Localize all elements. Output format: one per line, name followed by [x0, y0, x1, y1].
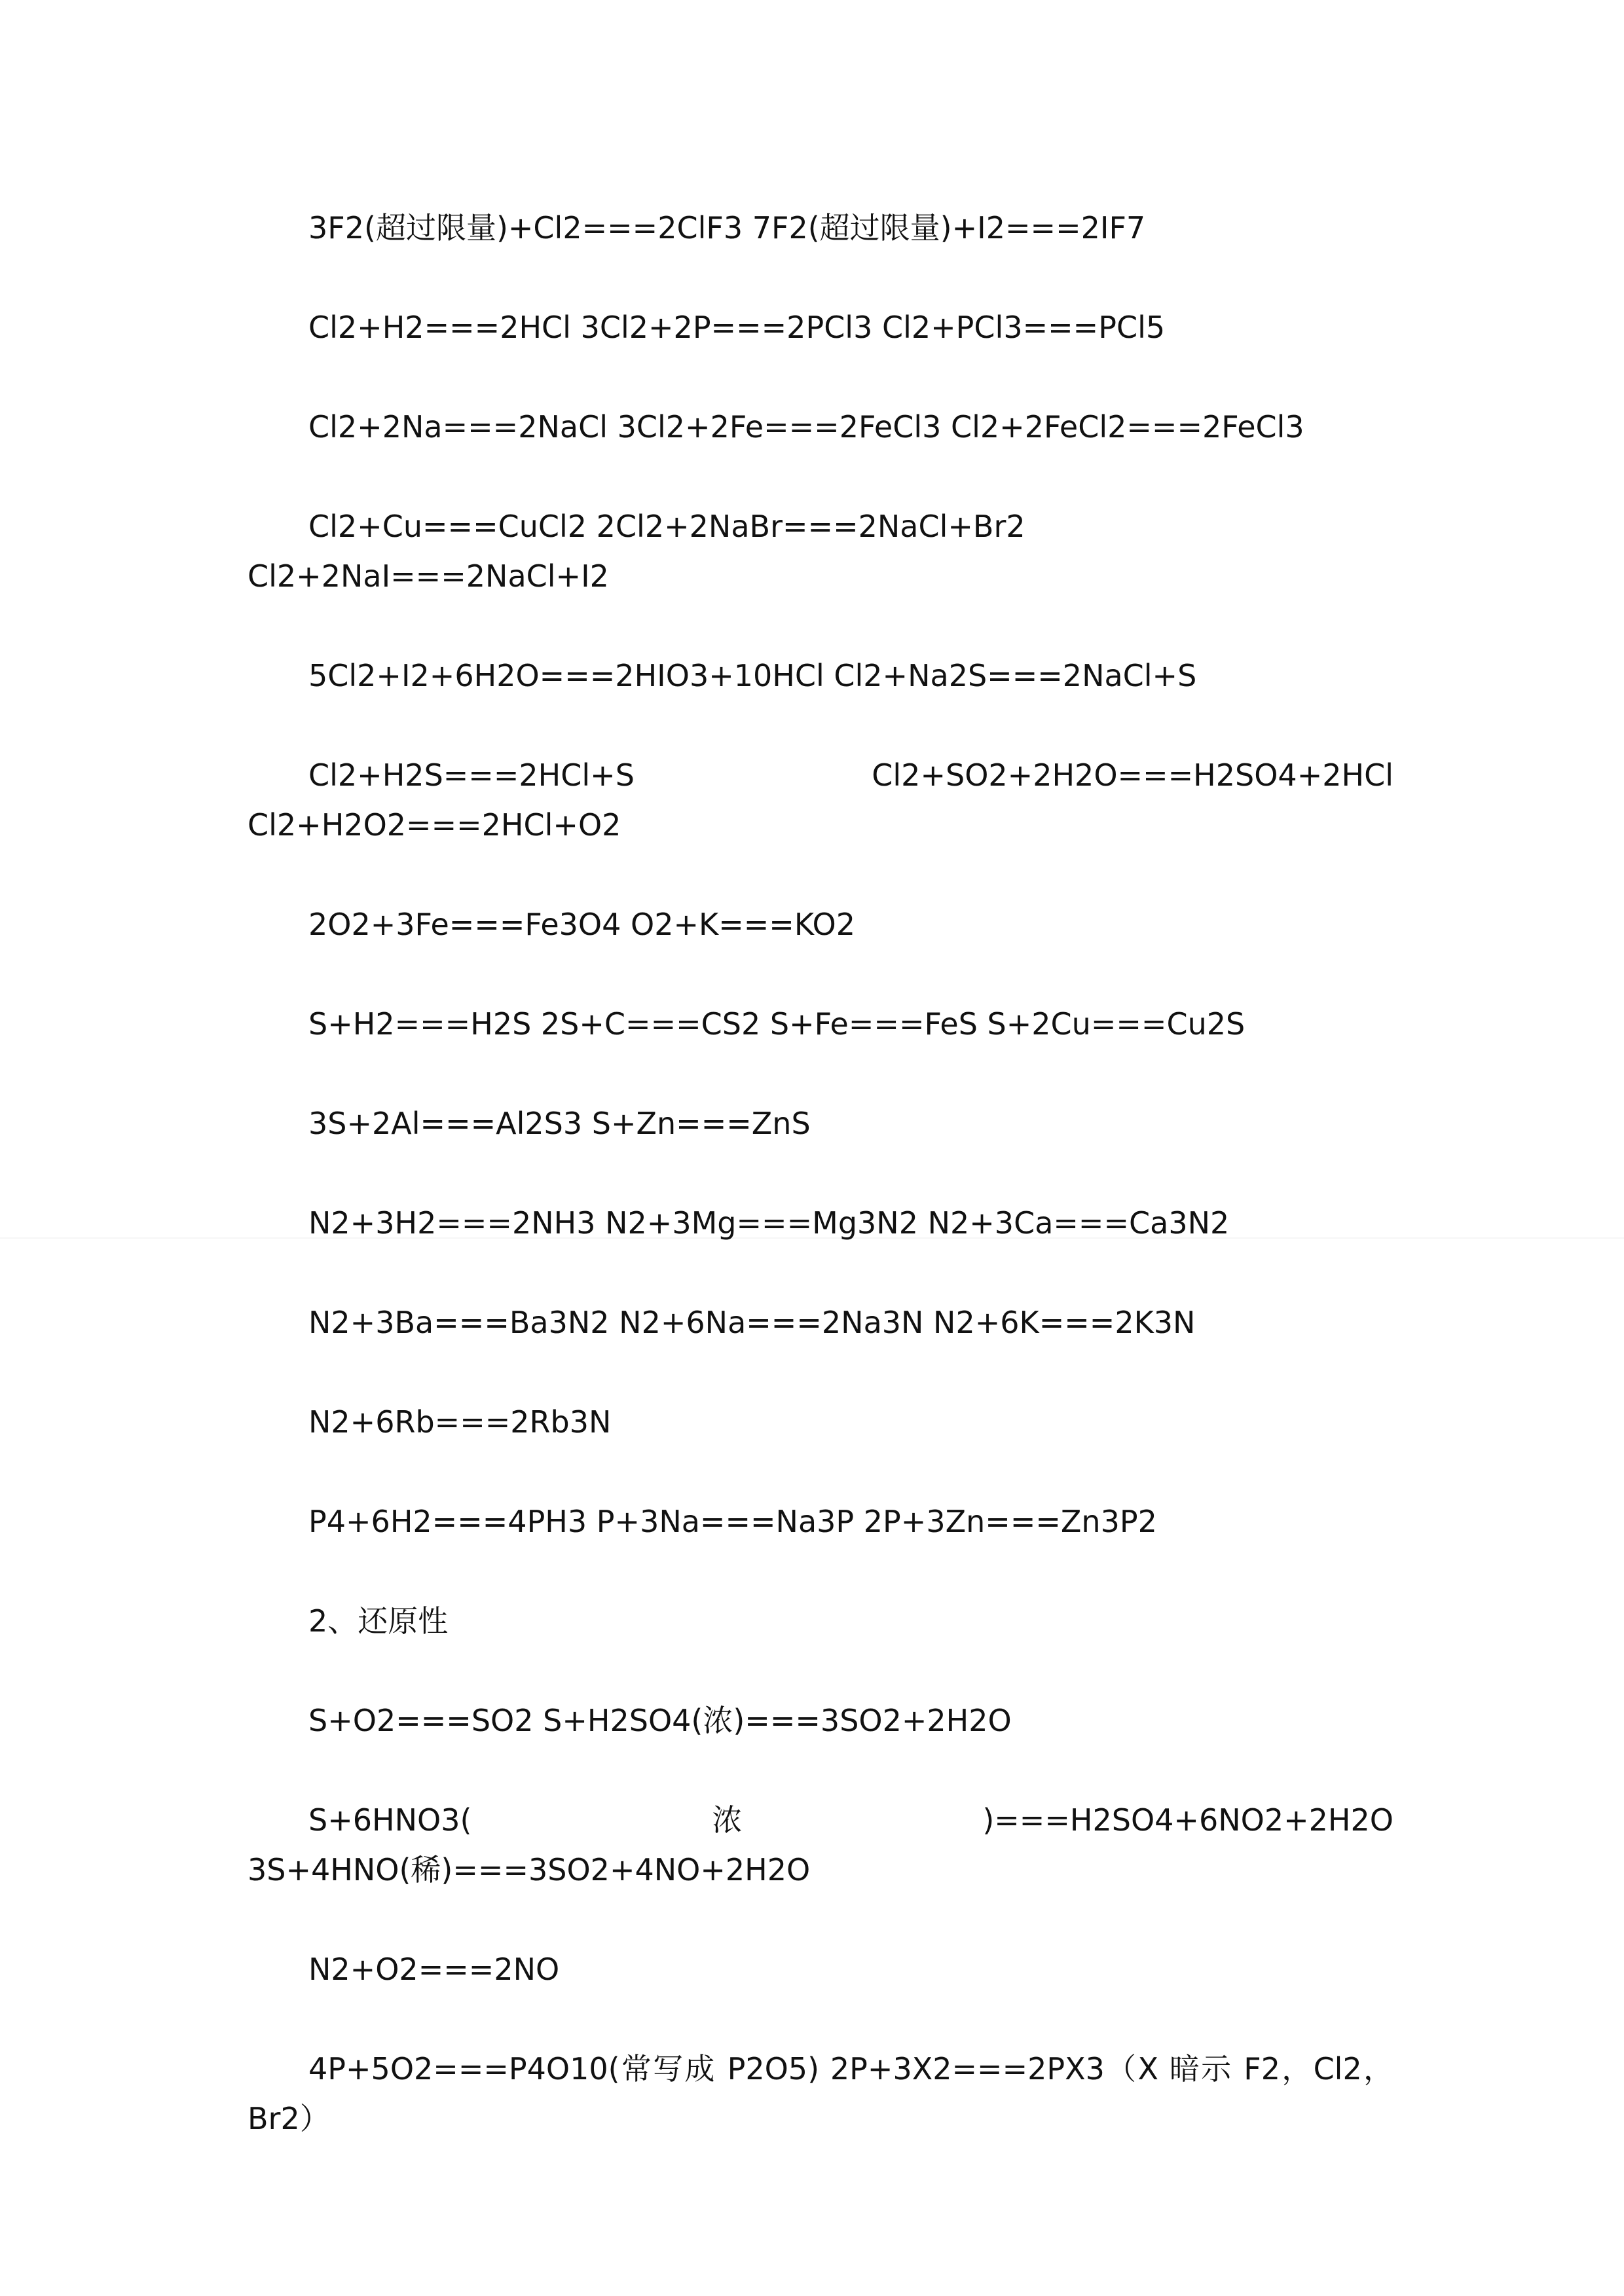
document-body	[248, 203, 1393, 2193]
equation-line: 4P+5O2===P4O10(常写成 P2O5) 2P+3X2===2PX3（X 暗示 F2，Cl2，Br2）	[248, 2051, 1393, 2136]
equation-line: N2+3H2===2NH3 N2+3Mg===Mg3N2 N2+3Ca===Ca3N2	[308, 1205, 1230, 1241]
equation-line: N2+3Ba===Ba3N2 N2+6Na===2Na3N N2+6K===2K3N	[308, 1305, 1196, 1340]
equation-line: Cl2+H2===2HCl 3Cl2+2P===2PCl3 Cl2+PCl3===PCl5	[308, 310, 1166, 345]
equation-line: 5Cl2+I2+6H2O===2HIO3+10HCl Cl2+Na2S===2NaCl+S	[308, 658, 1197, 693]
equation-line: 2O2+3Fe===Fe3O4 O2+K===KO2	[308, 907, 855, 942]
equation-line: Cl2+Cu===CuCl2 2Cl2+2NaBr===2NaCl+Br2 Cl2+2NaI===2NaCl+I2	[248, 509, 1025, 594]
equation-line: S+O2===SO2 S+H2SO4(浓)===3SO2+2H2O	[308, 1703, 1012, 1738]
section-heading: 2、还原性	[308, 1603, 449, 1639]
equation-line: S+6HNO3(浓)===H2SO4+6NO2+2H2O 3S+4HNO(稀)===3SO2+4NO+2H2O	[248, 1802, 1393, 1887]
equation-line: Cl2+H2S===2HCl+S Cl2+SO2+2H2O===H2SO4+2HCl Cl2+H2O2===2HCl+O2	[248, 757, 1393, 843]
equation-line: N2+O2===2NO	[308, 1952, 560, 1987]
equation-line: Cl2+2Na===2NaCl 3Cl2+2Fe===2FeCl3 Cl2+2FeCl2===2FeCl3	[308, 409, 1304, 445]
equation-line: N2+6Rb===2Rb3N	[308, 1404, 612, 1440]
equation-line: 3S+2Al===Al2S3 S+Zn===ZnS	[308, 1106, 811, 1141]
equation-line: 3F2(超过限量)+Cl2===2ClF3 7F2(超过限量)+I2===2IF7	[308, 210, 1146, 246]
equation-line: P4+6H2===4PH3 P+3Na===Na3P 2P+3Zn===Zn3P2	[308, 1504, 1157, 1539]
equation-line: S+H2===H2S 2S+C===CS2 S+Fe===FeS S+2Cu===Cu2S	[308, 1006, 1246, 1042]
